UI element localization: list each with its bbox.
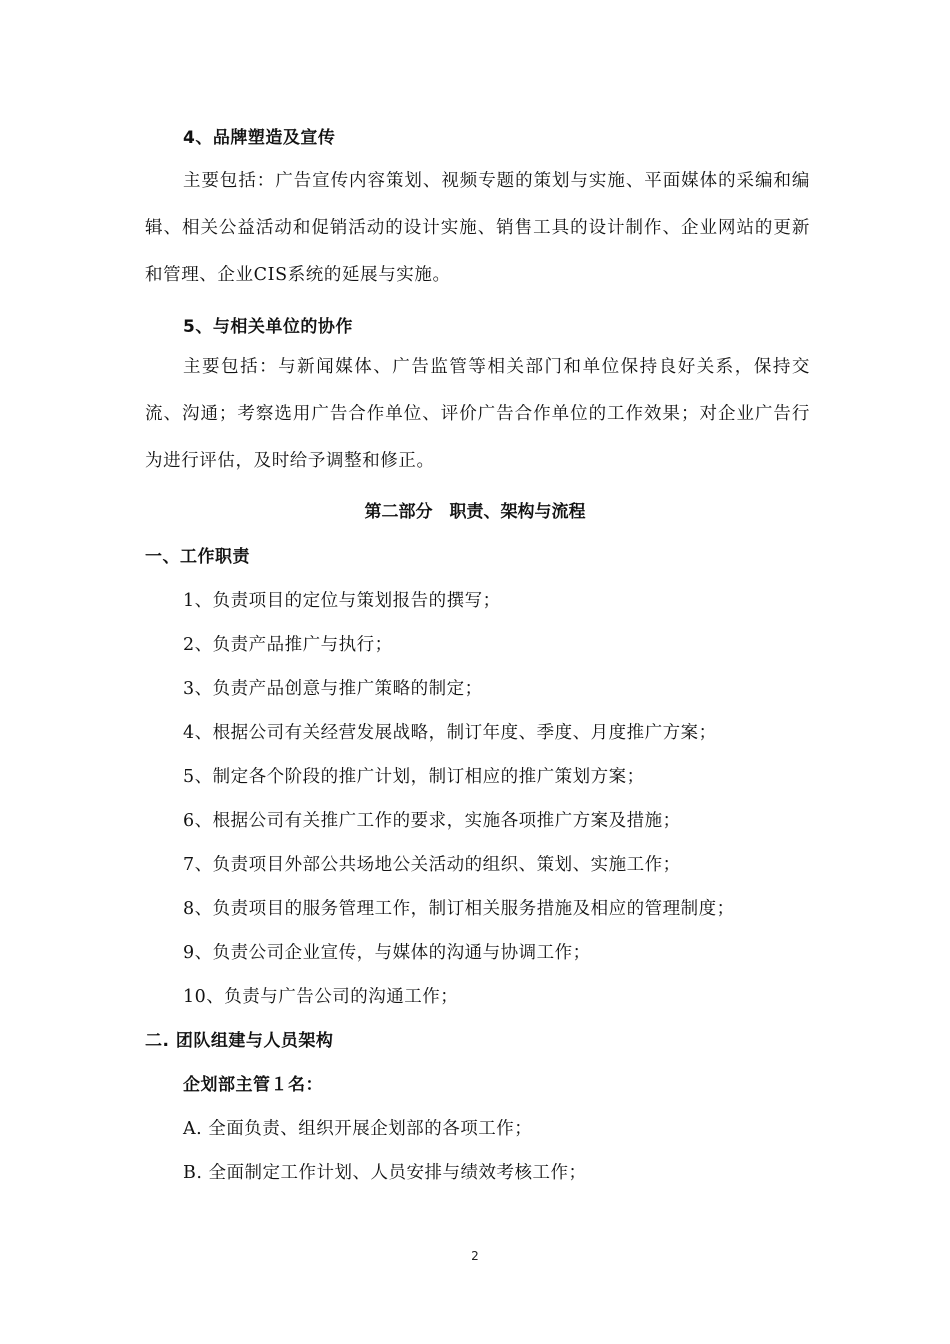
part-2-title: 第二部分 职责、架构与流程 — [364, 502, 586, 522]
team-subheading: 企划部主管１名： — [183, 1075, 323, 1095]
duty-item: 9、负责公司企业宣传，与媒体的沟通与协调工作； — [183, 943, 591, 963]
duty-item: 7、负责项目外部公共场地公关活动的组织、策划、实施工作； — [183, 855, 681, 875]
duty-item: 4、根据公司有关经营发展战略，制订年度、季度、月度推广方案； — [183, 723, 717, 743]
duty-item: 2、负责产品推广与执行； — [183, 635, 393, 655]
team-item: A. 全面负责、组织开展企划部的各项工作； — [183, 1119, 533, 1139]
section-5-heading: 5、与相关单位的协作 — [183, 317, 353, 337]
duty-item: 8、负责项目的服务管理工作，制订相关服务措施及相应的管理制度； — [183, 899, 735, 919]
duty-item: 5、制定各个阶段的推广计划，制订相应的推广策划方案； — [183, 767, 645, 787]
duty-item: 1、负责项目的定位与策划报告的撰写； — [183, 591, 501, 611]
section-4-heading: 4、品牌塑造及宣传 — [183, 128, 336, 148]
team-item: B. 全面制定工作计划、人员安排与绩效考核工作； — [183, 1163, 587, 1183]
section-4-body: 主要包括：广告宣传内容策划、视频专题的策划与实施、平面媒体的采编和编辑、相关公益活动和促销活动的设计实施、销售工具的设计制作、企业网站的更新和管理、企业CIS系统的延展与实施。 — [145, 171, 810, 285]
team-heading: 二. 团队组建与人员架构 — [145, 1031, 334, 1051]
page-number: 2 — [471, 1249, 479, 1263]
duty-item: 6、根据公司有关推广工作的要求，实施各项推广方案及措施； — [183, 811, 681, 831]
duties-heading: 一、工作职责 — [145, 547, 250, 567]
duty-item: 10、负责与广告公司的沟通工作； — [183, 987, 459, 1007]
section-5-body: 主要包括：与新闻媒体、广告监管等相关部门和单位保持良好关系，保持交流、沟通；考察选用广告合作单位、评价广告合作单位的工作效果；对企业广告行为进行评估，及时给予调整和修正。 — [145, 357, 810, 471]
duty-item: 3、负责产品创意与推广策略的制定； — [183, 679, 483, 699]
